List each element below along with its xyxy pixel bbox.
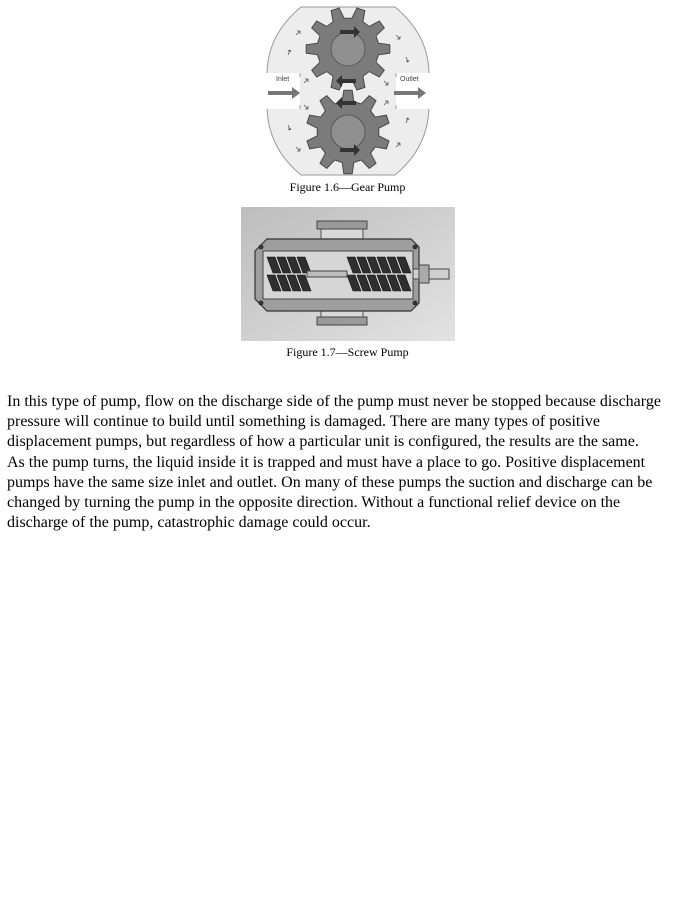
paragraph-line: changed by turning the pump in the opposite direction. Without a functional relief device on the [7,494,621,512]
paragraph-line: In this type of pump, flow on the discharge side of the pump must never be stopped because discharge [7,393,661,410]
figure-caption-screw-pump: Figure 1.7—Screw Pump [286,345,409,359]
gear-pump-illustration [266,5,430,177]
paragraph-line: discharge of the pump, catastrophic damage could occur. [7,514,371,532]
outlet-label: Outlet [400,76,419,83]
inlet-label: Inlet [276,76,290,83]
screw-shaft [307,271,347,277]
figure-caption-gear-pump: Figure 1.6—Gear Pump [289,180,406,194]
screw-pump-illustration [241,207,455,341]
paragraph-line: pumps have the same size inlet and outlet. On many of these pumps the suction and discharge can be [7,473,653,491]
paragraph-line: pressure will continue to build until something is damaged. There are many types of positive [7,413,600,431]
paragraph-line: displacement pumps, but regardless of how a particular unit is configured, the results are the same. [7,433,639,451]
body-paragraph [7,392,691,533]
paragraph-line: As the pump turns, the liquid inside it is trapped and must have a place to go. Positive displacement [7,453,646,471]
